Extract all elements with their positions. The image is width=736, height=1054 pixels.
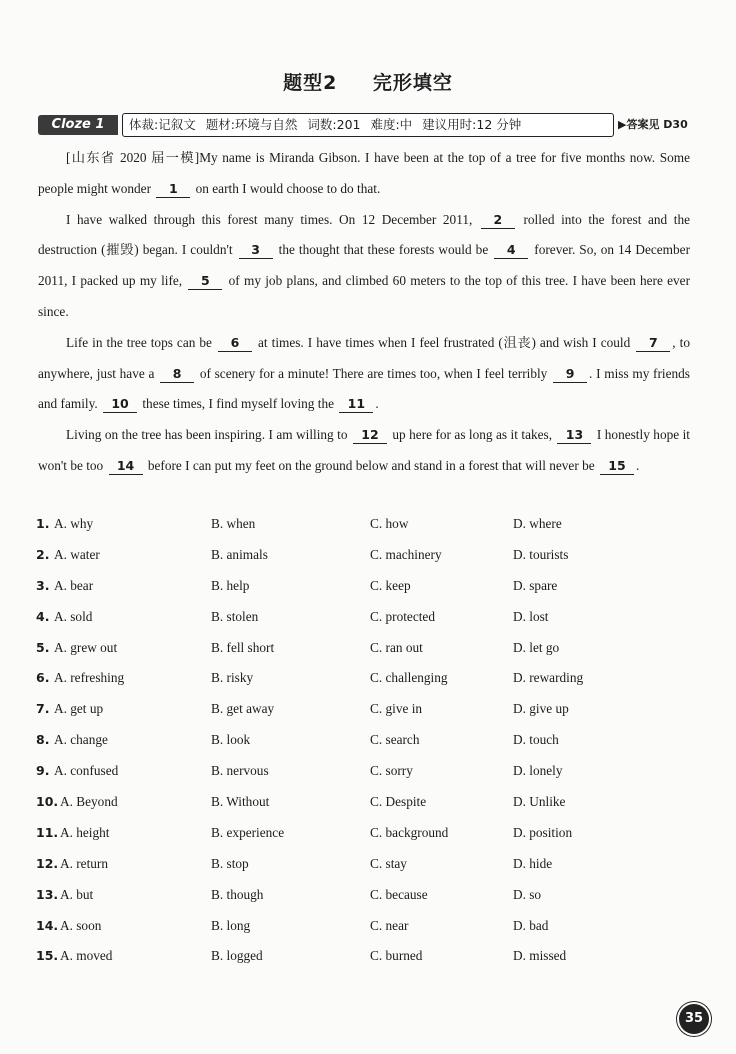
- passage-text: on earth I would choose to do that.: [192, 180, 381, 196]
- option-c[interactable]: C. ran out: [370, 639, 423, 655]
- option-a[interactable]: A. moved: [60, 948, 113, 964]
- passage-text: these times, I find myself loving the: [139, 396, 338, 412]
- question-number: 3.: [36, 577, 50, 593]
- option-a[interactable]: A. but: [60, 886, 94, 902]
- option-d[interactable]: D. hide: [513, 855, 553, 871]
- option-a[interactable]: A. Beyond: [60, 794, 118, 810]
- option-a[interactable]: A. change: [54, 732, 108, 748]
- question-row-8: [36, 725, 696, 756]
- question-row-13: [36, 880, 696, 911]
- passage-text: I have walked through this forest many times. On 12 December 2011,: [66, 211, 479, 227]
- option-d[interactable]: D. bad: [513, 917, 549, 933]
- option-d[interactable]: D. missed: [513, 948, 567, 964]
- blank-6[interactable]: 6: [218, 335, 252, 352]
- word-count-label: 词数:201: [307, 117, 361, 132]
- option-c[interactable]: C. sorry: [370, 763, 413, 779]
- option-c[interactable]: C. keep: [370, 577, 411, 593]
- topic-label: 题材:环境与自然: [205, 117, 298, 132]
- option-d[interactable]: D. let go: [513, 639, 560, 655]
- option-b[interactable]: B. animals: [211, 546, 268, 562]
- option-b[interactable]: B. logged: [211, 948, 263, 964]
- option-a[interactable]: A. why: [54, 516, 94, 531]
- question-number: 6.: [36, 670, 50, 686]
- paragraph-2: [38, 205, 690, 328]
- option-a[interactable]: A. grew out: [54, 639, 118, 655]
- passage-text: of my job plans, and climbed 60 meters to the top of this tree. I have been here ever since.: [38, 273, 691, 319]
- passage-text: , to anywhere, just have a: [38, 334, 690, 381]
- option-b[interactable]: B. long: [211, 917, 251, 933]
- question-row-7: [36, 694, 696, 725]
- passage-text: the thought that these forests would be: [274, 242, 493, 258]
- option-d[interactable]: D. rewarding: [513, 670, 584, 686]
- blank-14[interactable]: 14: [109, 458, 143, 475]
- question-row-2: [36, 540, 696, 571]
- question-row-15: [36, 941, 696, 972]
- option-b[interactable]: B. Without: [211, 794, 270, 810]
- option-a[interactable]: A. confused: [54, 763, 119, 779]
- time-label: 建议用时:12 分钟: [422, 117, 522, 132]
- passage-text: Life in the tree tops can be: [66, 334, 216, 350]
- question-number: 4.: [36, 608, 50, 624]
- answer-reference: ▶答案见 D30: [618, 118, 688, 131]
- page-title: [0, 68, 736, 95]
- question-number: 2.: [36, 546, 50, 562]
- option-b[interactable]: B. fell short: [211, 639, 275, 655]
- cloze-passage: [38, 143, 690, 482]
- option-c[interactable]: C. how: [370, 516, 409, 531]
- option-b[interactable]: B. stop: [211, 855, 249, 871]
- option-a[interactable]: A. sold: [54, 608, 93, 624]
- blank-13[interactable]: 13: [557, 427, 591, 444]
- option-b[interactable]: B. stolen: [211, 608, 259, 624]
- blank-8[interactable]: 8: [160, 366, 194, 383]
- option-d[interactable]: D. touch: [513, 732, 559, 748]
- paragraph-3: [38, 328, 690, 420]
- blank-1[interactable]: 1: [156, 181, 190, 198]
- question-row-5: [36, 633, 696, 664]
- passage-text: rolled into the forest and the destruction (摧毁) began. I couldn't: [38, 211, 690, 258]
- option-b[interactable]: B. get away: [211, 701, 275, 717]
- question-row-3: [36, 571, 696, 602]
- question-row-10: [36, 787, 696, 818]
- blank-15[interactable]: 15: [600, 458, 634, 475]
- question-number: 14.: [36, 917, 59, 933]
- option-d[interactable]: D. Unlike: [513, 794, 566, 810]
- option-a[interactable]: A. bear: [54, 577, 94, 593]
- blank-4[interactable]: 4: [494, 242, 528, 259]
- passage-text: .: [635, 457, 640, 473]
- option-a[interactable]: A. get up: [54, 701, 104, 717]
- option-c[interactable]: C. give in: [370, 701, 423, 717]
- option-d[interactable]: D. position: [513, 824, 573, 840]
- blank-11[interactable]: 11: [339, 396, 373, 413]
- blank-2[interactable]: 2: [481, 212, 515, 229]
- question-number: 1.: [36, 516, 50, 531]
- option-b[interactable]: B. experience: [211, 824, 285, 840]
- genre-label: 体裁:记叙文: [129, 117, 196, 132]
- question-row-11: [36, 818, 696, 849]
- option-c[interactable]: C. machinery: [370, 546, 442, 562]
- option-d[interactable]: D. so: [513, 886, 542, 902]
- blank-7[interactable]: 7: [636, 335, 670, 352]
- question-number: 12.: [36, 855, 59, 871]
- question-number: 15.: [36, 948, 59, 964]
- exercise-info: [122, 113, 614, 137]
- answer-options: [36, 509, 696, 972]
- question-row-6: [36, 663, 696, 694]
- question-row-9: [36, 756, 696, 787]
- option-c[interactable]: C. near: [370, 917, 409, 933]
- question-row-4: [36, 602, 696, 633]
- option-a[interactable]: A. water: [54, 546, 100, 562]
- question-number: 9.: [36, 763, 50, 779]
- blank-10[interactable]: 10: [103, 396, 137, 413]
- option-b[interactable]: B. look: [211, 732, 251, 748]
- question-number: 7.: [36, 701, 50, 717]
- option-a[interactable]: A. soon: [60, 917, 102, 933]
- option-d[interactable]: D. lost: [513, 608, 549, 624]
- question-number: 11.: [36, 824, 59, 840]
- option-d[interactable]: D. spare: [513, 577, 558, 593]
- passage-text: .: [375, 396, 379, 412]
- option-c[interactable]: C. Despite: [370, 794, 427, 810]
- option-d[interactable]: D. where: [513, 516, 562, 531]
- question-row-1: [36, 509, 696, 540]
- option-d[interactable]: D. tourists: [513, 546, 569, 562]
- option-d[interactable]: D. give up: [513, 701, 569, 717]
- question-number: 10.: [36, 794, 59, 810]
- question-row-12: [36, 849, 696, 880]
- passage-text: before I can put my feet on the ground below and stand in a forest that will never be: [144, 457, 598, 473]
- passage-text: Living on the tree has been inspiring. I am willing to: [66, 427, 351, 443]
- question-number: 5.: [36, 639, 50, 655]
- option-c[interactable]: C. challenging: [370, 670, 448, 686]
- option-a[interactable]: A. height: [60, 824, 110, 840]
- option-b[interactable]: B. when: [211, 516, 256, 531]
- paragraph-1: [38, 143, 690, 205]
- passage-text: of scenery for a minute! There are times too, when I feel terribly: [196, 365, 552, 381]
- passage-text: forever. So, on 14 December 2011, I packed up my life,: [38, 242, 690, 289]
- option-a[interactable]: A. return: [60, 855, 108, 871]
- difficulty-label: 难度:中: [370, 117, 413, 132]
- option-b[interactable]: B. though: [211, 886, 264, 902]
- blank-5[interactable]: 5: [188, 273, 222, 290]
- paragraph-4: [38, 420, 690, 482]
- page-number: 35: [679, 1004, 709, 1034]
- option-c[interactable]: C. burned: [370, 948, 423, 964]
- blank-9[interactable]: 9: [553, 366, 587, 383]
- option-c[interactable]: C. search: [370, 732, 420, 748]
- question-row-14: [36, 911, 696, 942]
- option-c[interactable]: C. protected: [370, 608, 435, 624]
- section-name: 完形填空: [372, 72, 453, 94]
- cloze-tag: Cloze 1: [38, 115, 118, 135]
- blank-3[interactable]: 3: [239, 242, 273, 259]
- option-d[interactable]: D. lonely: [513, 763, 563, 779]
- passage-text: up here for as long as it takes,: [388, 427, 556, 443]
- passage-text: . I miss my friends and family.: [38, 365, 690, 412]
- blank-12[interactable]: 12: [353, 427, 387, 444]
- option-b[interactable]: B. nervous: [211, 763, 269, 779]
- question-number: 13.: [36, 886, 59, 902]
- passage-text: [山东省 2020 届一模]My name is Miranda Gibson. I have been at the top of a tree for five months now. Some people might wonder: [38, 150, 690, 196]
- option-c[interactable]: C. stay: [370, 855, 407, 871]
- option-b[interactable]: B. help: [211, 577, 250, 593]
- cloze-header: [38, 113, 690, 137]
- option-b[interactable]: B. risky: [211, 670, 254, 686]
- passage-text: at times. I have times when I feel frustrated (沮丧) and wish I could: [253, 334, 635, 350]
- question-number: 8.: [36, 732, 50, 748]
- passage-text: I honestly hope it won't be too: [38, 427, 690, 473]
- option-c[interactable]: C. because: [370, 886, 428, 902]
- option-c[interactable]: C. background: [370, 824, 449, 840]
- option-a[interactable]: A. refreshing: [54, 670, 125, 686]
- section-number: 题型2: [283, 72, 338, 94]
